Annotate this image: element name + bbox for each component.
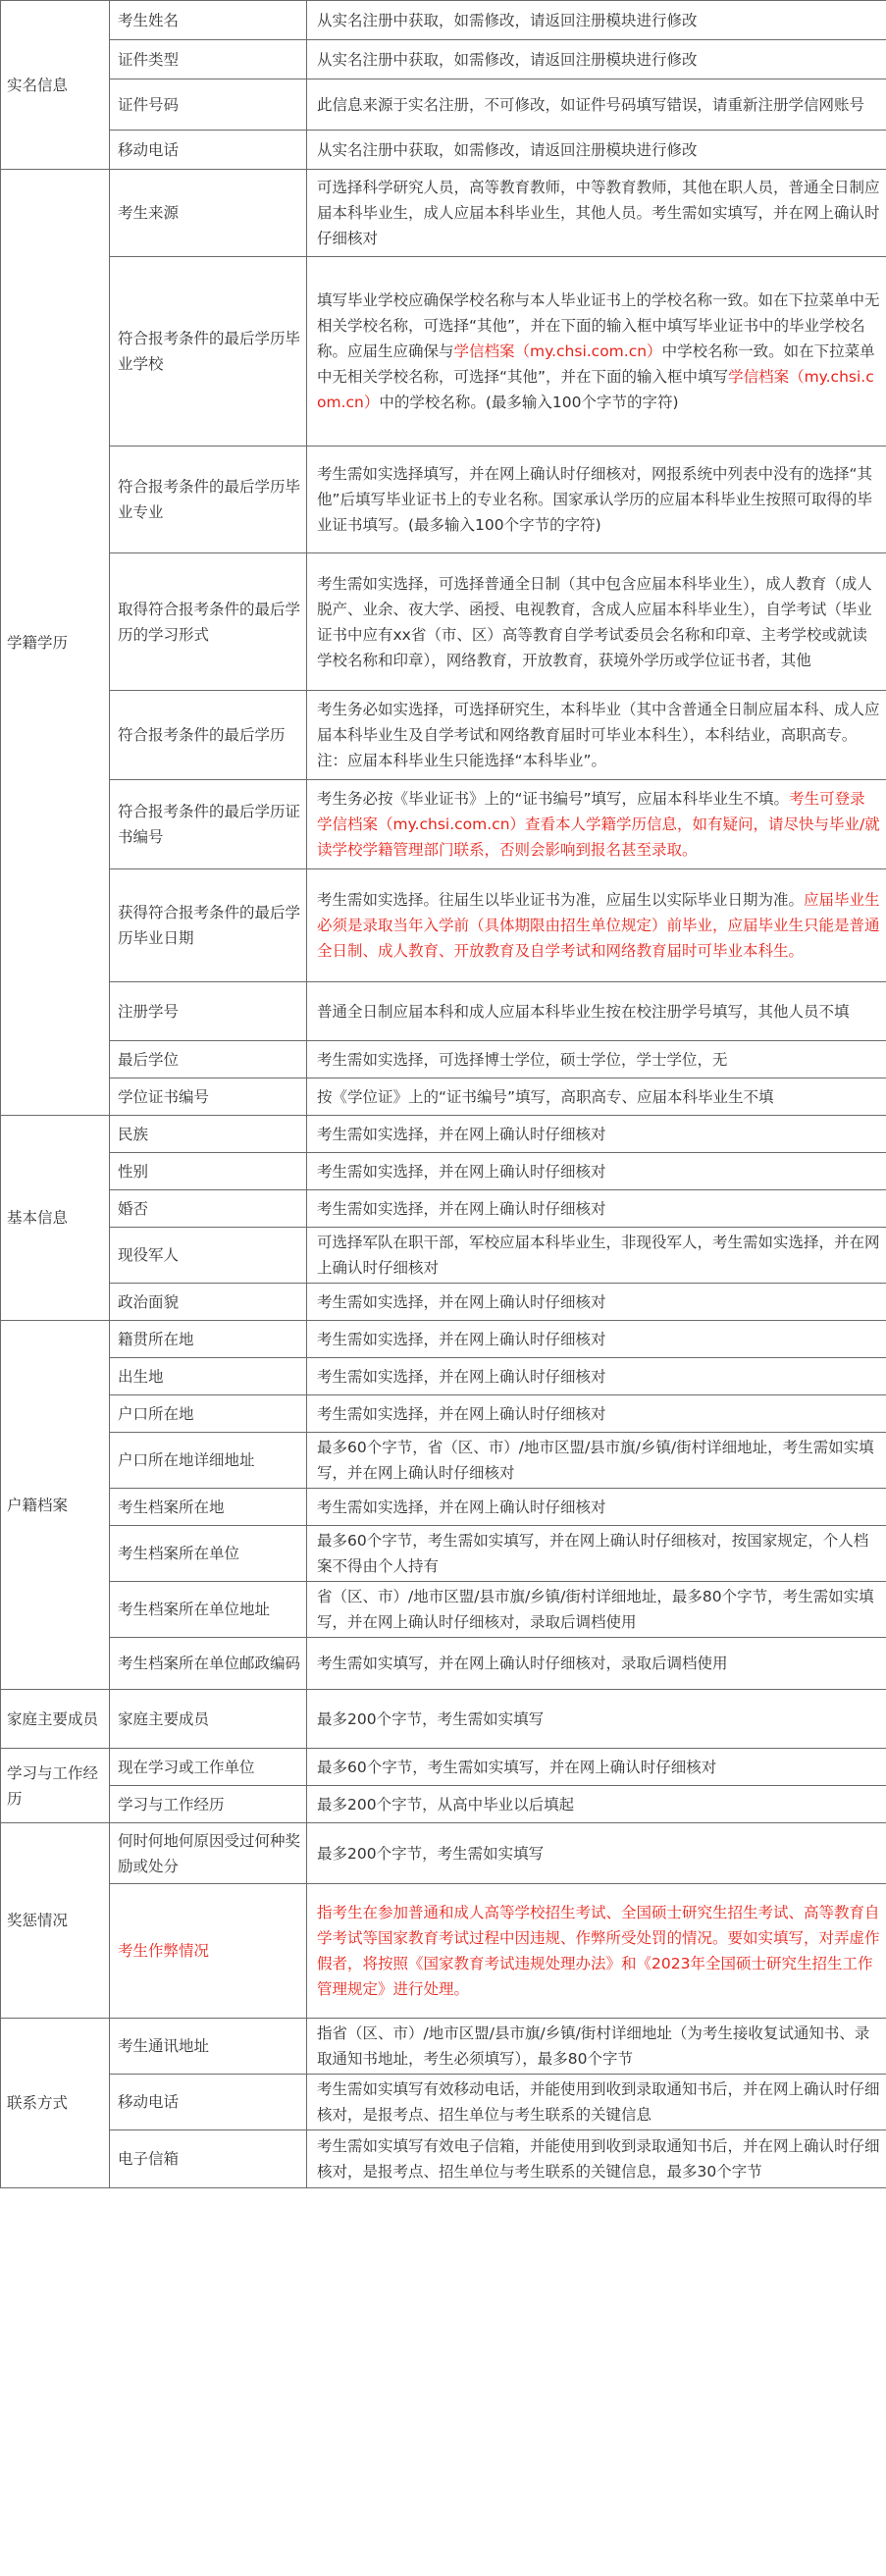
- description-text: 考生需如实选择，并在网上确认时仔细核对: [317, 1125, 606, 1143]
- table-row: [1, 1284, 886, 1321]
- field-name-cell: [110, 982, 307, 1041]
- category-cell: [1, 1321, 110, 1690]
- field-description-cell: [307, 1041, 886, 1078]
- field-name-cell: [110, 869, 307, 982]
- field-name: 家庭主要成员: [118, 1709, 210, 1728]
- field-name: 户口所在地详细地址: [118, 1451, 255, 1469]
- field-name: 注册学号: [118, 1002, 180, 1021]
- description-text: 从实名注册中获取，如需修改，请返回注册模块进行修改: [317, 140, 698, 159]
- field-name: 考生档案所在地: [118, 1498, 225, 1516]
- description-text: 省（区、市）/地市区盟/县市旗/乡镇/街村详细地址，最多80个字节，考生需如实填写，并在网上确认时仔细核对，录取后调档使用: [317, 1588, 874, 1631]
- field-name-cell: [110, 131, 307, 170]
- field-name-cell: [110, 1489, 307, 1526]
- category-label: 基本信息: [7, 1209, 69, 1227]
- field-name-cell: [110, 447, 307, 553]
- category-label: 奖惩情况: [7, 1912, 69, 1929]
- description-text: 此信息来源于实名注册，不可修改，如证件号码填写错误，请重新注册学信网账号: [317, 95, 865, 114]
- description-text: 最多60个字节，省（区、市）/地市区盟/县市旗/乡镇/街村详细地址，考生需如实填写，并在网上确认时仔细核对: [317, 1439, 874, 1482]
- field-name-cell: [110, 1582, 307, 1638]
- table-row: [1, 1228, 886, 1284]
- description-text: 考生需如实选择，并在网上确认时仔细核对: [317, 1330, 606, 1348]
- description-text: 最多200个字节，考生需如实填写: [317, 1709, 545, 1728]
- description-text: 最多200个字节，从高中毕业以后填起: [317, 1795, 575, 1814]
- field-description-cell: [307, 2075, 886, 2130]
- field-name-cell: [110, 1078, 307, 1116]
- field-name: 符合报考条件的最后学历证书编号: [118, 803, 301, 846]
- table-row: [1, 131, 886, 170]
- field-description-cell: [307, 1526, 886, 1582]
- table-row: [1, 1489, 886, 1526]
- category-cell: [1, 1, 110, 170]
- table-row: [1, 691, 886, 780]
- highlight-text: 学信档案（my.chsi.com.cn）: [453, 342, 662, 360]
- field-name-cell: [110, 1690, 307, 1749]
- table-row: [1, 1582, 886, 1638]
- field-name-cell: [110, 780, 307, 869]
- field-name-cell: [110, 2130, 307, 2188]
- description-text: 应届生应确保与: [347, 342, 454, 360]
- description-text: 从实名注册中获取，如需修改，请返回注册模块进行修改: [317, 50, 698, 69]
- field-description-cell: [307, 691, 886, 780]
- field-name-cell: [110, 40, 307, 79]
- field-description-cell: [307, 982, 886, 1041]
- category-cell: [1, 1823, 110, 2019]
- table-row: [1, 1321, 886, 1358]
- field-description-cell: [307, 2130, 886, 2188]
- table-row: [1, 2075, 886, 2130]
- field-description-cell: [307, 257, 886, 447]
- field-description-cell: [307, 1153, 886, 1190]
- field-description-cell: [307, 1690, 886, 1749]
- field-name-cell: [110, 1228, 307, 1284]
- highlight-text: 应届毕业生必须是录取当年入学前（具体期限由招生单位规定）前毕业，应届毕业生只能是普通全日制、成人教育、开放教育及自学考试和网络教育届时可毕业本科生。: [317, 891, 880, 960]
- field-name: 婚否: [118, 1199, 149, 1218]
- category-cell: [1, 2019, 110, 2188]
- description-text: 最多60个字节，考生需如实填写，并在网上确认时仔细核对，按国家规定，个人档案不得由个人持有: [317, 1532, 869, 1575]
- description-text: 考生需如实填写有效电子信箱，并能使用到收到录取通知书后，并在网上确认时仔细核对，是报考点、招生单位与考生联系的关键信息，最多30个字节: [317, 2137, 880, 2181]
- table-row: [1, 1, 886, 40]
- field-name: 考生来源: [118, 204, 180, 222]
- description-text: 考生务必如实选择，可选择研究生，本科毕业（其中含普通全日制应届本科、成人应届本科毕业生及自学考试和网络教育届时可毕业本科生），本科结业，高职高专。注：应届本科毕业生只能选择“本科毕业”。: [317, 701, 880, 769]
- field-name: 考生作弊情况: [118, 1942, 210, 1960]
- field-description-cell: [307, 170, 886, 257]
- field-description-cell: [307, 1395, 886, 1433]
- highlight-text: 考生可登录学信档案（my.chsi.com.cn）查看本人学籍学历信息，如有疑问，请尽快与毕业/就读学校学籍管理部门联系，否则会影响到报名甚至录取。: [317, 790, 880, 859]
- field-name: 证件号码: [118, 95, 180, 114]
- table-row: [1, 1823, 886, 1884]
- highlight-text: 指考生在参加普通和成人高等学校招生考试、全国硕士研究生招生考试、高等教育自学考试等国家教育考试过程中因违规、作弊所受处罚的情况。要如实填写，对弄虚作假者，将按照《国家教育考试违规处理办法》和《2023年全国硕士研究生招生工作管理规定》进行处理。: [317, 1904, 880, 1998]
- table-row: [1, 1690, 886, 1749]
- table-row: [1, 1433, 886, 1489]
- description-text: 考生需如实选择，并在网上确认时仔细核对: [317, 1498, 606, 1516]
- field-name-cell: [110, 1395, 307, 1433]
- table-row: [1, 1786, 886, 1823]
- description-text: 考生需如实选择，并在网上确认时仔细核对: [317, 1367, 606, 1386]
- field-name: 民族: [118, 1125, 149, 1143]
- field-name: 电子信箱: [118, 2150, 180, 2168]
- field-name-cell: [110, 1321, 307, 1358]
- field-name: 符合报考条件的最后学历: [118, 726, 286, 744]
- table-row: [1, 553, 886, 691]
- table-body: [1, 1, 886, 2188]
- category-label: 家庭主要成员: [7, 1709, 99, 1728]
- description-text: 考生需如实填写，并在网上确认时仔细核对，录取后调档使用: [317, 1655, 728, 1672]
- table-row: [1, 780, 886, 869]
- description-text: 考生需如实选择，并在网上确认时仔细核对: [317, 1199, 606, 1218]
- table-row: [1, 170, 886, 257]
- field-name: 学位证书编号: [118, 1087, 210, 1106]
- description-text: 考生需如实填写有效移动电话，并能使用到收到录取通知书后，并在网上确认时仔细核对，是报考点、招生单位与考生联系的关键信息: [317, 2080, 880, 2124]
- table-row: [1, 2130, 886, 2188]
- description-text: 指省（区、市）/地市区盟/县市旗/乡镇/街村详细地址（为考生接收复试通知书、录取通知书地址，考生必须填写），最多80个字节: [317, 2024, 870, 2068]
- field-name-cell: [110, 79, 307, 131]
- field-description-cell: [307, 869, 886, 982]
- description-text: 考生需如实选择，并在网上确认时仔细核对: [317, 1162, 606, 1181]
- field-name: 现在学习或工作单位: [118, 1758, 255, 1776]
- description-text: 考生需如实选择，可选择博士学位，硕士学位，学士学位，无: [317, 1050, 728, 1069]
- table-row: [1, 1153, 886, 1190]
- field-name: 考生档案所在单位地址: [118, 1601, 271, 1618]
- category-label: 学籍学历: [7, 633, 69, 652]
- field-description-cell: [307, 1, 886, 40]
- description-text: 最多60个字节，考生需如实填写，并在网上确认时仔细核对: [317, 1758, 717, 1776]
- table-row: [1, 1526, 886, 1582]
- table-row: [1, 1884, 886, 2019]
- field-name: 符合报考条件的最后学历毕业专业: [118, 478, 301, 521]
- field-name-cell: [110, 1116, 307, 1153]
- field-name-cell: [110, 170, 307, 257]
- description-text: 考生务必按《毕业证书》上的“证书编号”填写，应届本科毕业生不填。: [317, 790, 790, 808]
- description-text: 从实名注册中获取，如需修改，请返回注册模块进行修改: [317, 11, 698, 29]
- field-name: 户口所在地: [118, 1404, 194, 1423]
- field-description-cell: [307, 1786, 886, 1823]
- description-text: 中学校名称一致。如在下拉菜单中无相关学校名称，可选择“其他”，并在下面的输入框中填写: [317, 342, 875, 386]
- field-name: 性别: [118, 1162, 149, 1181]
- field-name-cell: [110, 1749, 307, 1786]
- field-name: 政治面貌: [118, 1292, 180, 1311]
- field-description-cell: [307, 2019, 886, 2075]
- field-name-cell: [110, 1433, 307, 1489]
- field-name: 获得符合报考条件的最后学历毕业日期: [118, 904, 301, 947]
- category-label: 联系方式: [7, 2094, 69, 2112]
- table-row: [1, 1041, 886, 1078]
- field-name-cell: [110, 1153, 307, 1190]
- field-name: 籍贯所在地: [118, 1330, 194, 1348]
- field-name: 移动电话: [118, 140, 180, 159]
- field-description-cell: [307, 1228, 886, 1284]
- description-text: 按《学位证》上的“证书编号”填写，高职高专、应届本科毕业生不填: [317, 1087, 774, 1106]
- table-row: [1, 1358, 886, 1395]
- field-description-cell: [307, 1358, 886, 1395]
- table-row: [1, 1190, 886, 1228]
- field-description-cell: [307, 1884, 886, 2019]
- field-name-cell: [110, 1041, 307, 1078]
- field-description-cell: [307, 1433, 886, 1489]
- description-text: 中的学校名称。(最多输入100个字节的字符): [379, 394, 679, 411]
- field-name-cell: [110, 1358, 307, 1395]
- table-row: [1, 1116, 886, 1153]
- category-cell: [1, 1116, 110, 1321]
- category-label: 户籍档案: [7, 1496, 69, 1514]
- field-description-cell: [307, 447, 886, 553]
- field-name: 出生地: [118, 1367, 164, 1386]
- category-cell: [1, 170, 110, 1116]
- field-name-cell: [110, 1, 307, 40]
- description-text: 普通全日制应届本科和成人应届本科毕业生按在校注册学号填写，其他人员不填: [317, 1002, 850, 1021]
- description-text: 可选择军队在职干部，军校应届本科毕业生，非现役军人，考生需如实选择，并在网上确认时仔细核对: [317, 1234, 880, 1277]
- field-description-cell: [307, 1116, 886, 1153]
- field-description-cell: [307, 1489, 886, 1526]
- table-row: [1, 447, 886, 553]
- table-row: [1, 1395, 886, 1433]
- field-name: 符合报考条件的最后学历毕业学校: [118, 330, 301, 373]
- category-label: 实名信息: [7, 76, 69, 94]
- field-description-cell: [307, 780, 886, 869]
- field-description-cell: [307, 79, 886, 131]
- description-text: 考生需如实选择。往届生以毕业证书为准，应届生以实际毕业日期为准。: [317, 891, 805, 909]
- field-name-cell: [110, 1884, 307, 2019]
- category-label: 学习与工作经历: [7, 1763, 99, 1808]
- description-text: 考生需如实选择，可选择普通全日制（其中包含应届本科毕业生），成人教育（成人脱产、业余、夜大学、函授、电视教育，含成人应届本科毕业生），自学考试（毕业证书中应有xx省（市、区）高等教育自学考试委员会名称和印章、主考学校或就读学校名称和印章），网络教育，开放教育，获境外学历或学位证书者，其他: [317, 574, 872, 669]
- field-description-cell: [307, 40, 886, 79]
- field-name-cell: [110, 1190, 307, 1228]
- field-name: 现役军人: [118, 1246, 180, 1264]
- field-name: 最后学位: [118, 1050, 180, 1069]
- field-name-cell: [110, 1284, 307, 1321]
- description-text: 可选择科学研究人员，高等教育教师，中等教育教师，其他在职人员，普通全日制应届本科毕业生，成人应届本科毕业生，其他人员。考生需如实填写，并在网上确认时仔细核对: [317, 179, 880, 247]
- field-name-cell: [110, 691, 307, 780]
- description-text: 考生需如实选择，并在网上确认时仔细核对: [317, 1292, 606, 1311]
- field-name-cell: [110, 1526, 307, 1582]
- category-cell: [1, 1690, 110, 1749]
- field-name: 学习与工作经历: [118, 1795, 225, 1814]
- field-name: 取得符合报考条件的最后学历的学习形式: [118, 600, 301, 644]
- table-row: [1, 1078, 886, 1116]
- table-row: [1, 79, 886, 131]
- field-name-cell: [110, 2075, 307, 2130]
- description-text: 填写毕业学校应确保学校名称与本人毕业证书上的学校名称一致。如在下拉菜单中无相关学校名称，可选择“其他”，并在下面的输入框中填写毕业证书中的毕业学校名称。: [317, 291, 880, 360]
- table-row: [1, 257, 886, 447]
- field-description-cell: [307, 553, 886, 691]
- field-name-cell: [110, 553, 307, 691]
- field-description-cell: [307, 1582, 886, 1638]
- field-name: 何时何地何原因受过何种奖励或处分: [118, 1831, 301, 1875]
- field-name-cell: [110, 1638, 307, 1690]
- field-name-cell: [110, 1823, 307, 1884]
- field-name-cell: [110, 2019, 307, 2075]
- description-text: 考生需如实选择填写，并在网上确认时仔细核对，网报系统中列表中没有的选择“其他”后填写毕业证书上的专业名称。国家承认学历的应届本科毕业生按照可取得的毕业证书填写。(最多输入100个字节的字符): [317, 465, 873, 534]
- field-description-cell: [307, 1284, 886, 1321]
- table-row: [1, 982, 886, 1041]
- description-text: 考生需如实选择，并在网上确认时仔细核对: [317, 1404, 606, 1423]
- table-row: [1, 1749, 886, 1786]
- field-name: 考生档案所在单位邮政编码: [118, 1655, 301, 1672]
- field-description-cell: [307, 1749, 886, 1786]
- category-cell: [1, 1749, 110, 1823]
- field-name-cell: [110, 1786, 307, 1823]
- field-description-cell: [307, 1321, 886, 1358]
- field-description-cell: [307, 1078, 886, 1116]
- description-text: 最多200个字节，考生需如实填写: [317, 1844, 545, 1863]
- field-name: 考生姓名: [118, 11, 180, 29]
- field-description-cell: [307, 131, 886, 170]
- table-row: [1, 40, 886, 79]
- table-row: [1, 869, 886, 982]
- highlight-text: 学信档案（my.chsi.com.cn）: [317, 368, 874, 411]
- table-row: [1, 2019, 886, 2075]
- field-name: 考生通讯地址: [118, 2037, 210, 2055]
- field-description-cell: [307, 1190, 886, 1228]
- field-description-cell: [307, 1638, 886, 1690]
- field-name: 考生档案所在单位: [118, 1545, 240, 1562]
- field-name: 移动电话: [118, 2093, 180, 2111]
- table-row: [1, 1638, 886, 1690]
- field-name: 证件类型: [118, 50, 180, 69]
- field-description-cell: [307, 1823, 886, 1884]
- field-name-cell: [110, 257, 307, 447]
